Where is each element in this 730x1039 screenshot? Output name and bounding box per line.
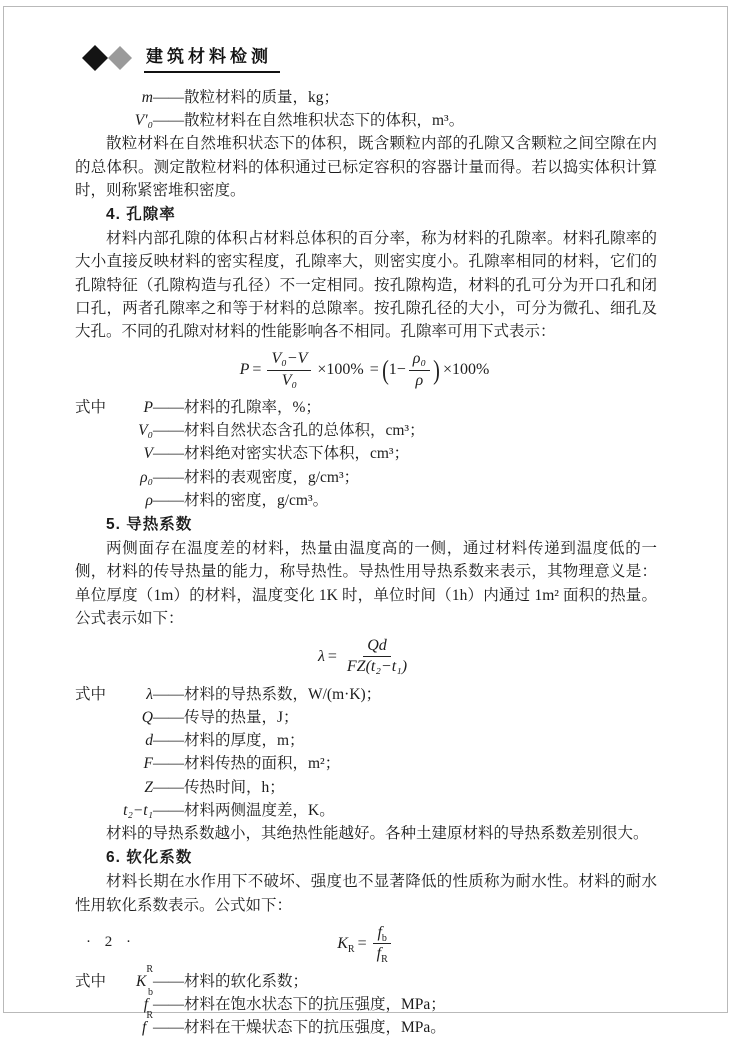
definition-text: ——材料的表观密度，g/cm³； — [153, 468, 360, 486]
symbol-V: V — [143, 445, 153, 463]
diamonds-icon — [82, 43, 134, 73]
definition-text: ——材料传热的面积，m²； — [153, 755, 341, 773]
page-content — [75, 86, 657, 1039]
symbol-v0-prime: V′₀ — [134, 112, 153, 130]
paragraph-bulk-volume: 散粒材料在自然堆积状态下的体积，既含颗粒内部的孔隙又含颗粒之间空隙在内的总体积。测定散粒材料的体积通过已标定容积的容器计量而得。若以捣实体积计算时，则称紧密堆积密度。 — [75, 135, 657, 199]
definition-row — [75, 752, 657, 775]
symbol-fR: f R — [142, 1010, 153, 1037]
definition-text: ——散粒材料在自然堆积状态下的体积，m³。 — [153, 112, 465, 130]
open-paren: ( — [381, 354, 389, 385]
symbol-Z: Z — [144, 778, 153, 796]
definition-text: ——材料在饱水状态下的抗压强度，MPa； — [153, 995, 446, 1013]
definition-text: ——传导的热量，J； — [153, 709, 299, 727]
definition-row — [75, 776, 657, 799]
one-minus: 1− — [388, 360, 406, 378]
symbol-lambda: λ — [146, 685, 153, 703]
fraction — [267, 350, 311, 390]
times-100-percent: ×100% — [317, 360, 364, 378]
symbol-F: F — [143, 755, 153, 773]
fraction-numerator: Qd — [363, 637, 391, 657]
definition-text: ——材料自然状态含孔的总体积，cm³； — [153, 422, 425, 440]
symbol-P: P — [143, 399, 153, 417]
equals-sign: = — [252, 360, 262, 378]
close-paren: ) — [433, 354, 440, 385]
symbol-m: m — [141, 89, 153, 106]
equals-sign: = — [357, 934, 367, 952]
symbol-V0: V₀ — [138, 422, 153, 440]
symbol-rho: ρ — [145, 491, 153, 509]
fraction-denominator: ρ — [415, 371, 424, 389]
definition-row — [75, 683, 657, 706]
equals-sign: = — [369, 360, 379, 378]
definition-row — [75, 963, 657, 993]
definition-row — [75, 986, 657, 1016]
definition-text: ——材料绝对密实状态下体积，cm³； — [153, 445, 410, 463]
definition-row — [75, 419, 657, 442]
paragraph-thermal-closing: 材料的导热系数越小，其绝热性能越好。各种土建原材料的导热系数差别很大。 — [106, 825, 649, 843]
section-heading-softening-coefficient: 6. 软化系数 — [106, 849, 193, 867]
symbol-rho0: ρ₀ — [140, 468, 153, 486]
softening-coefficient-formula — [75, 924, 657, 964]
fraction — [409, 350, 430, 390]
definition-text: ——材料在干燥状态下的抗压强度，MPa。 — [153, 1019, 446, 1037]
fraction-denominator: FZ(t₂−t₁) — [346, 658, 408, 676]
section-heading-porosity: 4. 孔隙率 — [106, 206, 176, 224]
paragraph-softening-coefficient: 材料长期在水作用下不破坏、强度也不显著降低的性质称为耐水性。材料的耐水性用软化系数表示。公式如下： — [75, 873, 657, 914]
formula-var-P: P — [239, 360, 250, 378]
definition-row — [75, 706, 657, 729]
definition-text: ——材料的厚度，m； — [153, 732, 305, 750]
formula-var-lambda: λ — [317, 647, 325, 665]
fraction-numerator: ρ₀ — [409, 350, 430, 370]
thermal-conductivity-formula — [75, 637, 657, 677]
symbol-t2-minus-t1: t₂−t₁ — [123, 801, 153, 819]
page-number: · 2 · — [86, 934, 136, 950]
symbol-d: d — [145, 732, 153, 750]
porosity-formula — [75, 350, 657, 390]
definition-row — [75, 396, 657, 419]
definition-row — [75, 729, 657, 752]
definition-prefix: 式中 — [75, 685, 107, 703]
definition-row — [75, 799, 657, 822]
book-title: 建筑材料检测 — [144, 42, 280, 73]
definition-prefix: 式中 — [75, 972, 107, 990]
definition-text: ——材料的孔隙率，%； — [153, 399, 321, 417]
definition-row — [75, 86, 657, 109]
fraction — [343, 637, 411, 677]
symbol-KR: K R — [135, 963, 153, 990]
fraction-denominator: V₀ — [281, 371, 298, 389]
equals-sign: = — [327, 647, 337, 665]
fraction-denominator: $f_R$ — [376, 945, 388, 966]
page-header — [82, 42, 280, 73]
times-100-percent: ×100% — [443, 360, 490, 378]
definition-text: ——散粒材料的质量，kg； — [153, 89, 340, 106]
definition-row — [75, 442, 657, 465]
paragraph-thermal-conductivity: 两侧面存在温度差的材料，热量由温度高的一侧，通过材料传递到温度低的一侧，材料的传导热量的能力，称导热性。导热性用导热系数来表示，其物理意义是：单位厚度（1m）的材料，温度变化 1K 时，单位时间（1h）内通过 1m² 面积的热量。公式表示如下： — [75, 540, 657, 627]
definition-row — [75, 1010, 657, 1039]
definition-text: ——传热时间，h； — [153, 778, 285, 796]
section-heading-thermal-conductivity: 5. 导热系数 — [106, 516, 193, 534]
fraction-numerator: V₀−V — [267, 350, 311, 370]
definition-text: ——材料的密度，g/cm³。 — [153, 491, 329, 509]
definition-row — [75, 489, 657, 512]
fraction — [373, 924, 392, 964]
symbol-Q: Q — [141, 709, 153, 727]
paragraph-porosity: 材料内部孔隙的体积占材料总体积的百分率，称为材料的孔隙率。材料孔隙率的大小直接反映材料的密实程度，孔隙率大，则密实度小。孔隙率相同的材料，它们的孔隙特征（孔隙构造与孔径）不一定相同。按孔隙构造，材料的孔可分为开口孔和闭口孔，两者孔隙率之和等于材料的总隙率。按孔隙孔径的大小，可分为微孔、细孔及大孔。不同的孔隙对材料的性能影响各不相同。孔隙率可用下式表示： — [75, 230, 657, 341]
definition-text: ——材料的导热系数，W/(m·K)； — [153, 685, 382, 703]
symbol-fb: f b — [143, 986, 153, 1013]
definition-text: ——材料两侧温度差，K。 — [153, 801, 335, 819]
definition-text: ——材料的软化系数； — [153, 972, 309, 990]
definition-row — [75, 466, 657, 489]
fraction-numerator: $f_b$ — [373, 924, 390, 944]
definition-row — [75, 109, 657, 132]
formula-var-KR: $K_R$ — [337, 934, 355, 955]
definition-prefix: 式中 — [75, 399, 107, 417]
